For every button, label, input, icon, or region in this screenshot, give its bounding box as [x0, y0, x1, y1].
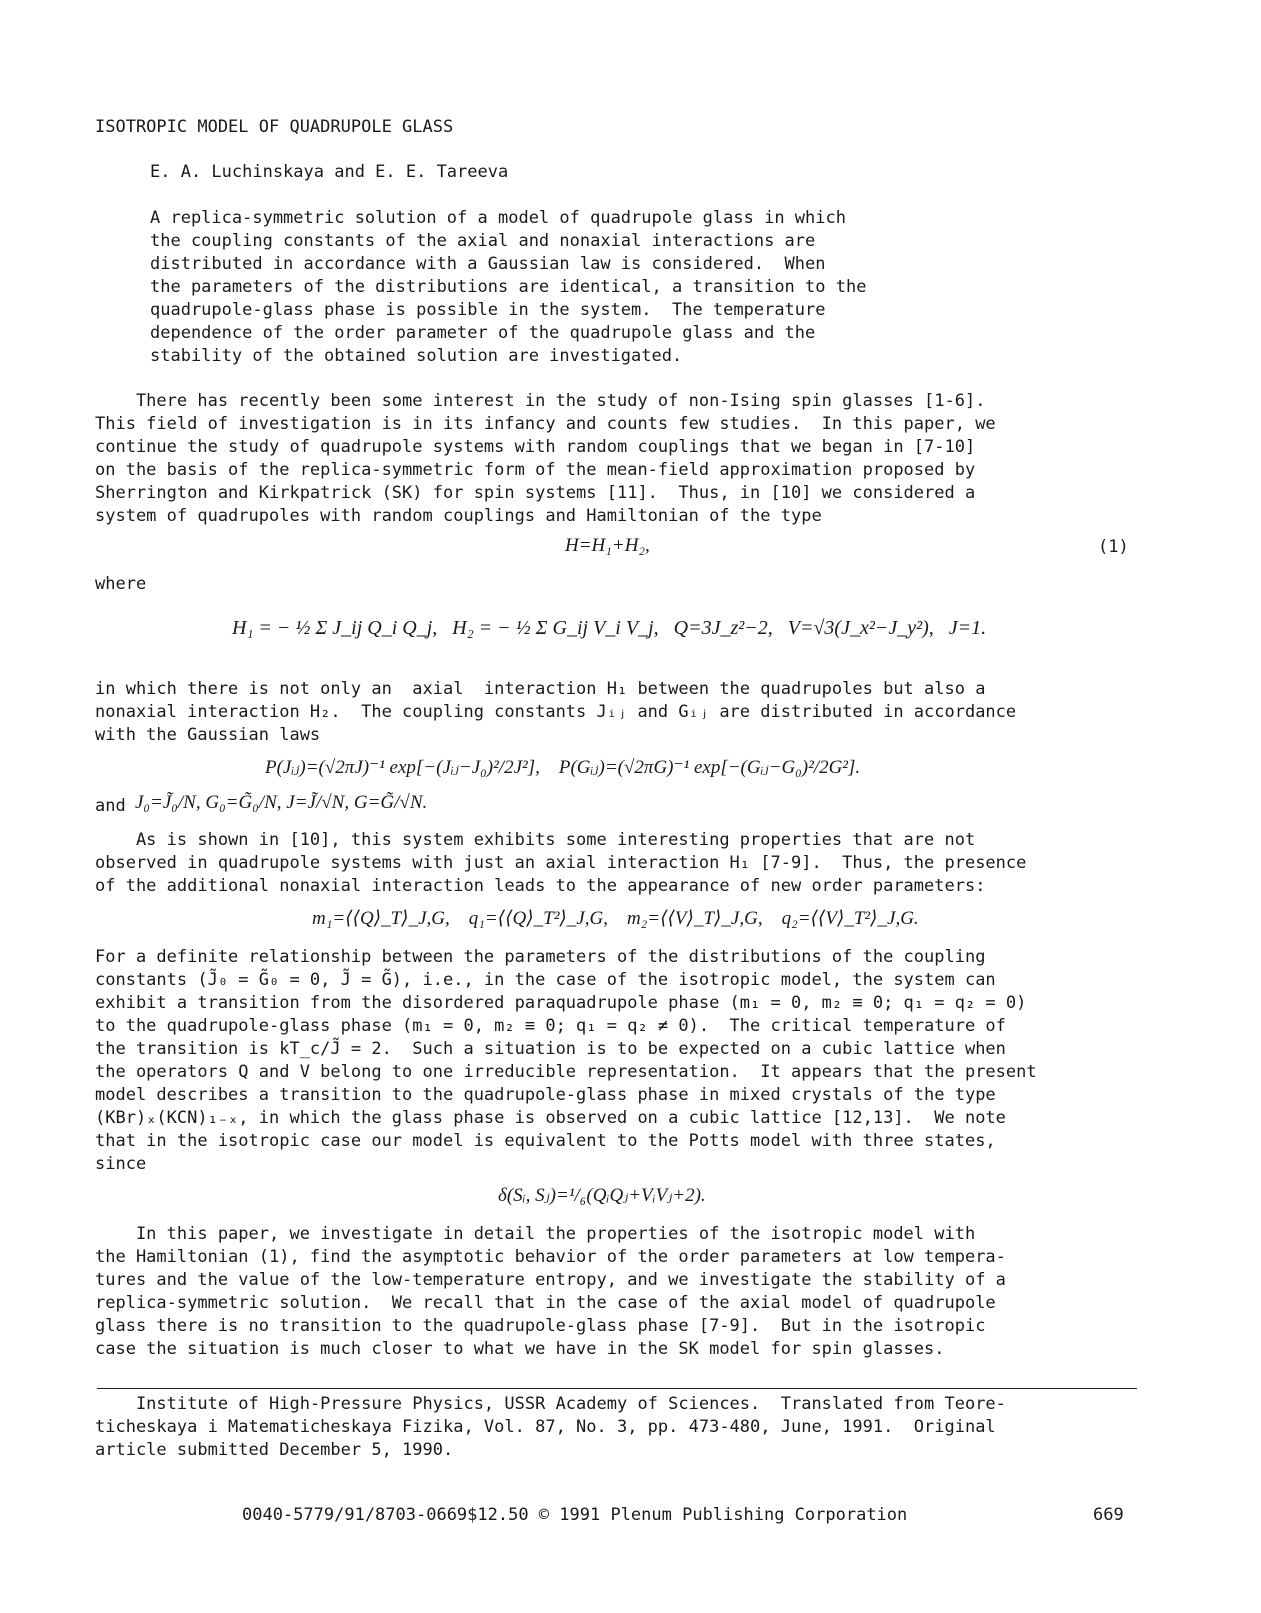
abstract-line: A replica-symmetric solution of a model of quadrupole glass in which: [150, 208, 846, 228]
paragraph-couplings: [95, 678, 1016, 747]
abstract-line: quadrupole-glass phase is possible in the system. The temperature: [150, 300, 826, 320]
equation-number-1: (1): [1098, 537, 1129, 557]
text-line: the transition is kT_c/J̃ = 2. Such a situation is to be expected on a cubic lattice when: [95, 1039, 1006, 1059]
text-line: of the additional nonaxial interaction leads to the appearance of new order parameters:: [95, 876, 986, 896]
footnote-divider: [97, 1388, 1137, 1389]
paragraph-isotropic: [95, 946, 1037, 1176]
equation-gaussian: P(Jᵢⱼ)=(√2πJ)⁻¹ exp[−(Jᵢⱼ−J₀)²/2J²], P(Gᵢⱼ)=(√2πG)⁻¹ exp[−(Gᵢⱼ−G₀)²/2G²].: [265, 757, 861, 778]
text-line: This field of investigation is in its infancy and counts few studies. In this paper, we: [95, 414, 996, 434]
abstract: [150, 207, 866, 368]
authors: E. A. Luchinskaya and E. E. Tareeva: [150, 162, 509, 182]
text-line: case the situation is much closer to what we have in the SK model for spin glasses.: [95, 1339, 945, 1359]
copyright-line: 0040-5779/91/8703-0669$12.50 © 1991 Plenum Publishing Corporation: [242, 1505, 908, 1525]
text-line: observed in quadrupole systems with just an axial interaction H₁ [7-9]. Thus, the presence: [95, 853, 1027, 873]
paragraph-this-paper: [95, 1223, 1006, 1361]
equation-order-parameters: m₁=⟨⟨Q⟩_T⟩_J,G, q₁=⟨⟨Q⟩_T²⟩_J,G, m₂=⟨⟨V⟩_T⟩_J,G, q₂=⟨⟨V⟩_T²⟩_J,G.: [312, 908, 919, 929]
text-line: constants (J̃₀ = G̃₀ = 0, J̃ = G̃), i.e., in the case of the isotropic model, the system can: [95, 970, 996, 990]
where-label: where: [95, 574, 147, 594]
text-line: nonaxial interaction H₂. The coupling constants Jᵢⱼ and Gᵢⱼ are distributed in accordance: [95, 702, 1017, 722]
text-line: the Hamiltonian (1), find the asymptotic behavior of the order parameters at low tempera-: [95, 1247, 1006, 1267]
equation-hamiltonian: H₁ = − ½ Σ J_ij Q_i Q_j, H₂ = − ½ Σ G_ij V_i V_j, Q=3J_z²−2, V=√3(J_x²−J_y²), J=1.: [232, 617, 987, 639]
text-line: For a definite relationship between the parameters of the distributions of the coupling: [95, 947, 986, 967]
text-line: on the basis of the replica-symmetric form of the mean-field approximation proposed by: [95, 460, 976, 480]
text-line: to the quadrupole-glass phase (m₁ = 0, m₂ ≡ 0; q₁ = q₂ ≠ 0). The critical temperature of: [95, 1016, 1006, 1036]
footnote-line: article submitted December 5, 1990.: [95, 1440, 454, 1460]
text-line: As is shown in [10], this system exhibits some interesting properties that are not: [95, 830, 976, 850]
abstract-line: the parameters of the distributions are identical, a transition to the: [150, 277, 867, 297]
text-line: (KBr)ₓ(KCN)₁₋ₓ, in which the glass phase is observed on a cubic lattice [12,13]. We note: [95, 1108, 1006, 1128]
footnote: [95, 1393, 1006, 1462]
text-line: system of quadrupoles with random couplings and Hamiltonian of the type: [95, 506, 822, 526]
page-number: 669: [1093, 1505, 1124, 1525]
text-line: Sherrington and Kirkpatrick (SK) for spin systems [11]. Thus, in [10] we considered a: [95, 483, 976, 503]
text-line: tures and the value of the low-temperature entropy, and we investigate the stability of a: [95, 1270, 1006, 1290]
paragraph-intro: [95, 390, 996, 528]
paragraph-order-params: [95, 829, 1026, 898]
text-line: that in the isotropic case our model is equivalent to the Potts model with three states,: [95, 1131, 996, 1151]
text-line: In this paper, we investigate in detail the properties of the isotropic model with: [95, 1224, 976, 1244]
abstract-line: the coupling constants of the axial and nonaxial interactions are: [150, 231, 816, 251]
equation-scaling: J₀=J̃₀/N, G₀=G̃₀/N, J=J̃/√N, G=G̃/√N.: [135, 792, 428, 813]
text-line: exhibit a transition from the disordered paraquadrupole phase (m₁ = 0, m₂ ≡ 0; q₁ = q₂ = 0): [95, 993, 1027, 1013]
text-line: with the Gaussian laws: [95, 725, 321, 745]
abstract-line: stability of the obtained solution are investigated.: [150, 346, 683, 366]
text-line: replica-symmetric solution. We recall that in the case of the axial model of quadrupole: [95, 1293, 996, 1313]
footnote-line: Institute of High-Pressure Physics, USSR Academy of Sciences. Translated from Teore-: [95, 1394, 1006, 1414]
equation-potts: δ(Sᵢ, Sⱼ)=¹/₆(QᵢQⱼ+VᵢVⱼ+2).: [498, 1185, 706, 1206]
paper-title: ISOTROPIC MODEL OF QUADRUPOLE GLASS: [95, 117, 454, 137]
equation-1: H=H₁+H₂,: [565, 535, 650, 556]
abstract-line: dependence of the order parameter of the quadrupole glass and the: [150, 323, 816, 343]
text-line: There has recently been some interest in the study of non-Ising spin glasses [1-6].: [95, 391, 986, 411]
text-line: since: [95, 1154, 147, 1174]
and-label: and: [95, 796, 126, 816]
text-line: model describes a transition to the quadrupole-glass phase in mixed crystals of the type: [95, 1085, 996, 1105]
text-line: continue the study of quadrupole systems with random couplings that we began in [7-10]: [95, 437, 976, 457]
text-line: the operators Q and V belong to one irreducible representation. It appears that the present: [95, 1062, 1037, 1082]
text-line: in which there is not only an axial interaction H₁ between the quadrupoles but also a: [95, 679, 986, 699]
text-line: glass there is no transition to the quadrupole-glass phase [7-9]. But in the isotropic: [95, 1316, 986, 1336]
abstract-line: distributed in accordance with a Gaussian law is considered. When: [150, 254, 826, 274]
footnote-line: ticheskaya i Matematicheskaya Fizika, Vol. 87, No. 3, pp. 473-480, June, 1991. Original: [95, 1417, 996, 1437]
